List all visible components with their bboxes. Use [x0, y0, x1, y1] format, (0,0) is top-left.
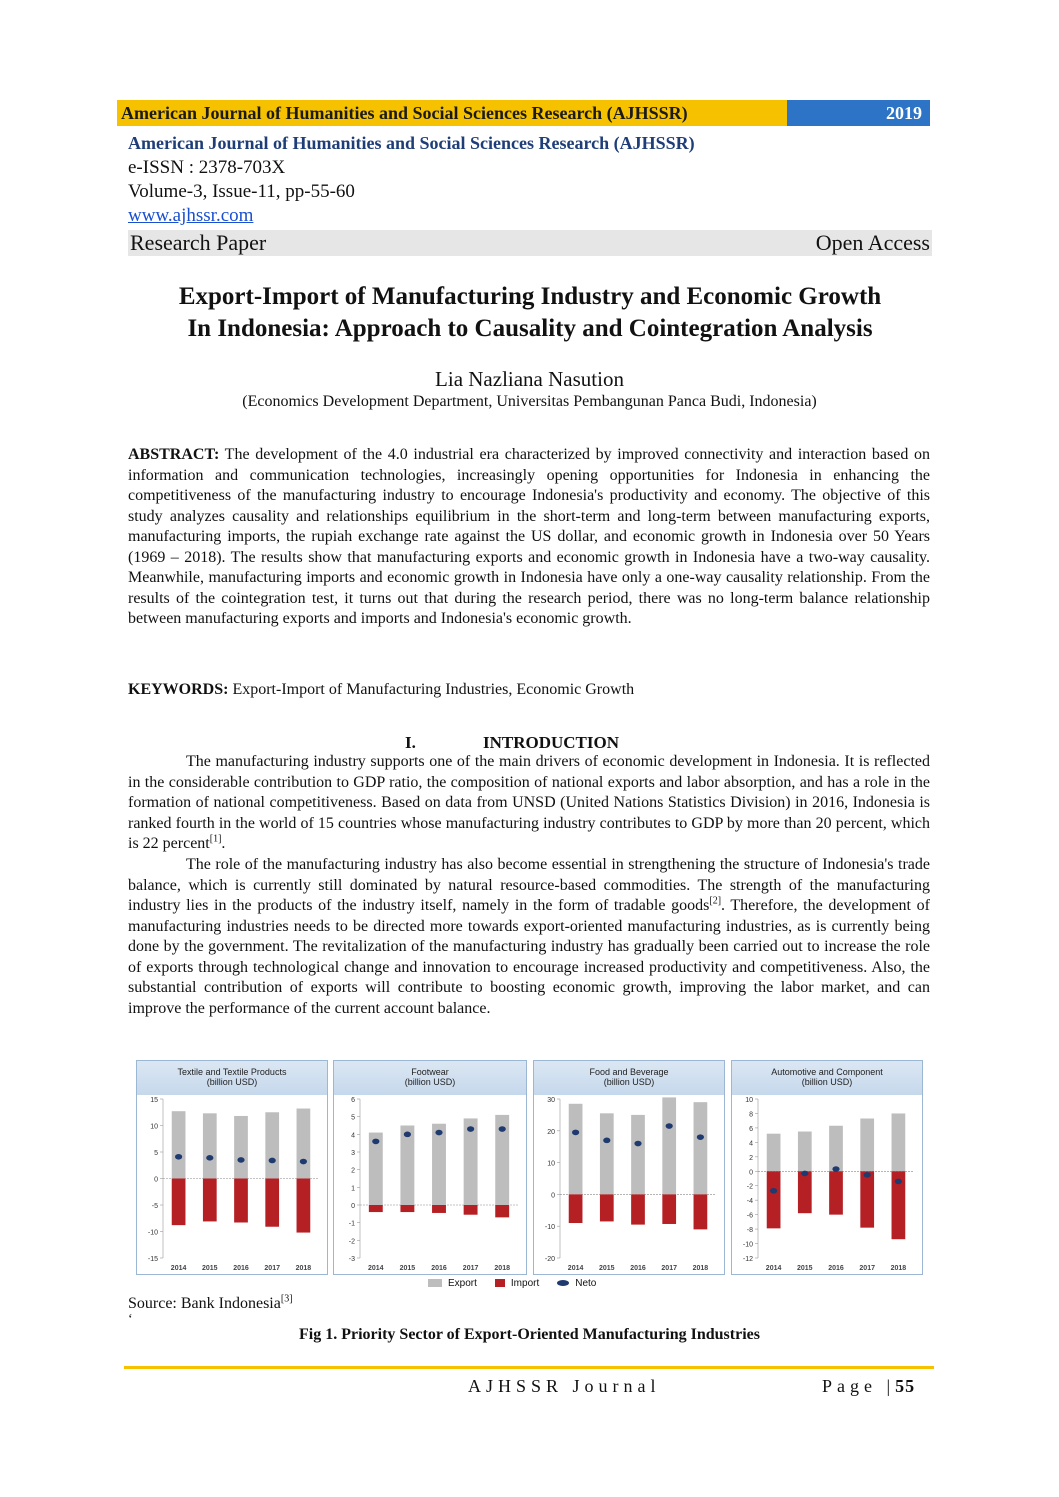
- abstract: [128, 445, 930, 630]
- export-bar: [297, 1109, 311, 1179]
- y-tick-label: -12: [742, 1256, 753, 1263]
- x-tick-label: 2017: [859, 1265, 875, 1272]
- import-bar: [464, 1205, 478, 1215]
- chart-panel-footwear: [333, 1060, 527, 1275]
- intro-paragraph-1: [128, 752, 930, 855]
- title-line-1: Export-Import of Manufacturing Industry and Economic Growth: [178, 283, 882, 310]
- neto-point: [864, 1172, 871, 1178]
- footer-journal: AJHSSR Journal: [468, 1376, 661, 1396]
- y-tick-label: -10: [742, 1241, 753, 1249]
- legend-label-neto: Neto: [575, 1278, 597, 1289]
- title-line-2: In Indonesia: Approach to Causality and Cointegration Analysis: [187, 315, 873, 342]
- import-bar: [662, 1194, 676, 1224]
- section-heading: INTRODUCTION: [483, 733, 620, 752]
- import-bar: [400, 1205, 414, 1212]
- export-bar: [767, 1134, 781, 1172]
- chart-textile-plot: [137, 1095, 327, 1274]
- neto-point: [666, 1123, 673, 1129]
- journal-url-link[interactable]: www.ajhssr.com: [128, 205, 254, 226]
- banner-journal-name: American Journal of Humanities and Social Sciences Research (AJHSSR): [117, 100, 787, 126]
- neto-point: [697, 1134, 704, 1140]
- export-bar: [631, 1115, 645, 1195]
- chart-title: Food and Beverage: [589, 1067, 669, 1077]
- import-bar: [203, 1179, 217, 1222]
- page-label: Page |: [822, 1376, 896, 1396]
- neto-point: [572, 1130, 579, 1136]
- import-bar: [172, 1179, 186, 1226]
- chart-header: [732, 1061, 922, 1095]
- export-bar: [829, 1126, 843, 1172]
- export-bar: [569, 1104, 583, 1195]
- chart-panel-textile: [136, 1060, 328, 1275]
- export-bar: [432, 1124, 446, 1205]
- neto-point: [770, 1188, 777, 1194]
- y-tick-label: -3: [348, 1256, 355, 1263]
- import-bar: [798, 1171, 812, 1213]
- y-tick-label: 2: [749, 1154, 753, 1162]
- x-tick-label: 2015: [797, 1265, 813, 1272]
- x-tick-label: 2016: [233, 1265, 249, 1272]
- export-bar: [265, 1112, 279, 1178]
- export-bar: [662, 1097, 676, 1194]
- y-tick-label: -20: [544, 1256, 555, 1263]
- citation-ref-1[interactable]: [1]: [209, 833, 222, 845]
- journal-banner: [117, 100, 930, 126]
- intro-p2-text-a: The role of the manufacturing industry has also become essential in strengthening the structure of Indonesia's trade balance, which is currently still dominated by natural resource-based commodities. The strength of the manufacturing industry lies in the products of the industry itself, namely in the form of tradable goods: [128, 856, 930, 914]
- y-tick-label: 0: [551, 1192, 555, 1200]
- x-tick-label: 2017: [264, 1265, 280, 1272]
- neto-point: [269, 1158, 276, 1164]
- chart-title: Footwear: [411, 1067, 449, 1077]
- neto-point: [237, 1157, 244, 1163]
- chart-header: [137, 1061, 327, 1095]
- y-tick-label: -15: [147, 1256, 158, 1263]
- x-tick-label: 2015: [202, 1265, 218, 1272]
- legend-label-import: Import: [510, 1278, 540, 1289]
- chart-header: [534, 1061, 724, 1095]
- y-tick-label: 5: [351, 1114, 355, 1122]
- y-tick-label: -10: [147, 1229, 158, 1237]
- y-tick-label: 1: [351, 1185, 355, 1193]
- import-bar: [860, 1171, 874, 1227]
- y-tick-label: 15: [150, 1097, 158, 1104]
- chart-title: Automotive and Component: [771, 1067, 883, 1077]
- keywords: [128, 680, 930, 701]
- export-bar: [600, 1113, 614, 1194]
- y-tick-label: 0: [154, 1176, 158, 1184]
- x-tick-label: 2018: [692, 1265, 709, 1272]
- banner-year: 2019: [787, 100, 930, 126]
- issn: e-ISSN : 2378-703X: [128, 157, 286, 178]
- y-tick-label: -2: [348, 1238, 355, 1246]
- journal-title: American Journal of Humanities and Social Sciences Research (AJHSSR): [128, 133, 695, 153]
- import-bar: [767, 1171, 781, 1228]
- source-label: Source: Bank Indonesia: [128, 1295, 281, 1312]
- keywords-label: KEYWORDS:: [128, 681, 229, 698]
- x-tick-label: 2016: [828, 1265, 844, 1272]
- paper-type-bar: [128, 230, 932, 256]
- neto-point: [801, 1171, 808, 1177]
- intro-p2-text-b: . Therefore, the development of manufacturing industries needs to be directed more towards export-oriented manufacturing industries, as is currently being done by the government. The revitalization of the manufacturing industry has gradually been carried out to increase the role of exports through technological change and innovation to encourage increased productivity and competitiveness. Also, the substantial contribution of exports will contribute to boosting economic growth, improving the labor market, and can improve the performance of the current account balance.: [128, 897, 930, 1017]
- chart-subtitle: (billion USD): [801, 1077, 853, 1087]
- y-tick-label: 6: [351, 1097, 355, 1104]
- export-bar: [203, 1113, 217, 1178]
- y-tick-label: 2: [351, 1167, 355, 1175]
- y-tick-label: 0: [749, 1169, 753, 1177]
- import-bar: [569, 1194, 583, 1223]
- y-tick-label: 4: [351, 1132, 355, 1140]
- neto-point: [300, 1159, 307, 1165]
- import-bar: [369, 1205, 383, 1212]
- intro-p1-text: The manufacturing industry supports one of the main drivers of economic development in Indonesia. It is reflected in the considerable contribution to GDP ratio, the composition of national exports and labor absorption, and has a role in the formation of national competitiveness. Based on data from UNSD (United Nations Statistics Division) in 2016, Indonesia is ranked fourth in the world of 15 countries whose manufacturing industry contributes to GDP by more than 20 percent, which is 22 percent: [128, 753, 930, 852]
- page-number: 55: [895, 1376, 916, 1396]
- y-tick-label: -2: [746, 1183, 753, 1191]
- abstract-text: The development of the 4.0 industrial era characterized by improved connectivity and interaction based on information and communication technologies, increasingly opening opportunities for Indonesia in enhancing the competitiveness of the manufacturing industry to encourage Indonesia's productivity and economy. The objective of this study analyzes causality and relationships equilibrium in the short-term and long-term between manufacturing exports, manufacturing imports, the rupiah exchange rate against the US dollar, and economic growth in Indonesia over 50 Years (1969 – 2018). The results show that manufacturing exports and economic growth in Indonesia have a two-way causality. Meanwhile, manufacturing imports and economic growth in Indonesia have only a one-way causality relationship. From the results of the cointegration test, it turns out that during the research period, there was no long-term balance relationship between manufacturing exports and imports and Indonesia's economic growth.: [128, 446, 931, 627]
- open-access-label: Open Access: [815, 230, 930, 255]
- chart-food-plot: [534, 1095, 724, 1274]
- export-bar: [892, 1113, 906, 1171]
- chart-subtitle: (billion USD): [404, 1077, 456, 1087]
- neto-point: [435, 1130, 442, 1136]
- y-tick-label: 8: [749, 1111, 753, 1119]
- import-bar: [694, 1194, 708, 1229]
- y-tick-label: 5: [154, 1150, 158, 1157]
- x-tick-label: 2016: [630, 1265, 646, 1272]
- chart-footwear-plot: [334, 1095, 526, 1274]
- x-tick-label: 2016: [431, 1265, 447, 1272]
- y-tick-label: -4: [746, 1198, 753, 1206]
- abstract-label: ABSTRACT:: [128, 446, 220, 463]
- citation-ref-3[interactable]: [3]: [280, 1293, 293, 1305]
- x-tick-label: 2018: [494, 1265, 510, 1272]
- y-tick-label: 10: [150, 1123, 158, 1131]
- export-bar: [172, 1111, 186, 1178]
- neto-point: [603, 1138, 610, 1144]
- legend-item-neto: [557, 1278, 596, 1289]
- import-bar: [829, 1171, 843, 1214]
- y-tick-label: 3: [351, 1150, 355, 1157]
- keywords-text: Export-Import of Manufacturing Industries, Economic Growth: [232, 681, 635, 698]
- footer-divider: [124, 1366, 934, 1369]
- import-bar: [432, 1205, 446, 1213]
- import-bar: [495, 1205, 509, 1217]
- export-bar: [400, 1126, 414, 1206]
- y-tick-label: 20: [547, 1128, 555, 1136]
- import-bar: [600, 1194, 614, 1221]
- x-tick-label: 2017: [661, 1265, 677, 1272]
- section-number: I.: [405, 733, 416, 752]
- legend-swatch-import: [495, 1279, 505, 1287]
- chart-panel-food: [533, 1060, 725, 1275]
- export-bar: [798, 1132, 812, 1172]
- import-bar: [265, 1179, 279, 1227]
- export-bar: [234, 1116, 248, 1179]
- author-name: Lia Nazliana Nasution: [435, 367, 624, 391]
- y-tick-label: 30: [547, 1097, 555, 1104]
- legend-swatch-neto: [557, 1280, 569, 1286]
- x-tick-label: 2014: [567, 1265, 584, 1272]
- neto-point: [895, 1179, 902, 1185]
- figure-source: [128, 1295, 293, 1313]
- chart-header: [334, 1061, 526, 1095]
- intro-paragraph-2: [128, 855, 930, 1019]
- export-bar: [694, 1102, 708, 1194]
- stray-mark: ‘: [128, 1312, 133, 1327]
- author-affiliation: (Economics Development Department, Universitas Pembangunan Panca Budi, Indonesia): [242, 393, 817, 410]
- x-tick-label: 2014: [170, 1265, 187, 1272]
- y-tick-label: -1: [348, 1220, 355, 1228]
- y-tick-label: 10: [547, 1160, 555, 1168]
- legend-label-export: Export: [448, 1278, 477, 1289]
- figure-1: [128, 1060, 928, 1295]
- neto-point: [404, 1132, 411, 1138]
- x-tick-label: 2015: [399, 1265, 416, 1272]
- neto-point: [467, 1126, 474, 1132]
- export-bar: [860, 1119, 874, 1172]
- y-tick-label: -6: [746, 1212, 753, 1220]
- chart-panel-automotive: [731, 1060, 923, 1275]
- import-bar: [297, 1179, 311, 1233]
- neto-point: [175, 1154, 182, 1160]
- x-tick-label: 2018: [295, 1265, 312, 1272]
- y-tick-label: 10: [745, 1097, 753, 1104]
- y-tick-label: -8: [746, 1227, 753, 1235]
- chart-automotive-plot: [732, 1095, 922, 1274]
- y-tick-label: 6: [749, 1125, 753, 1133]
- legend-item-import: [495, 1278, 539, 1289]
- article-title: [100, 281, 960, 345]
- chart-subtitle: (billion USD): [603, 1077, 655, 1087]
- neto-point: [206, 1155, 213, 1161]
- chart-title: Textile and Textile Products: [177, 1067, 287, 1077]
- x-tick-label: 2017: [462, 1265, 479, 1272]
- chart-legend: [428, 1278, 596, 1289]
- volume-info: Volume-3, Issue-11, pp-55-60: [128, 181, 355, 202]
- import-bar: [234, 1179, 248, 1223]
- neto-point: [499, 1126, 506, 1132]
- footer-page: [822, 1376, 915, 1397]
- citation-ref-2[interactable]: [2]: [709, 895, 722, 907]
- y-tick-label: 4: [749, 1140, 753, 1148]
- neto-point: [832, 1166, 839, 1172]
- legend-swatch-export: [428, 1279, 442, 1287]
- x-tick-label: 2014: [765, 1265, 782, 1272]
- y-tick-label: -5: [151, 1203, 158, 1210]
- neto-point: [372, 1139, 379, 1145]
- legend-item-export: [428, 1278, 477, 1289]
- x-tick-label: 2015: [599, 1265, 615, 1272]
- chart-subtitle: (billion USD): [206, 1077, 258, 1087]
- figure-caption: Fig 1. Priority Sector of Export-Oriented Manufacturing Industries: [299, 1326, 760, 1343]
- paper-type: Research Paper: [130, 230, 267, 255]
- x-tick-label: 2018: [890, 1265, 907, 1272]
- x-tick-label: 2014: [368, 1265, 384, 1272]
- y-tick-label: 0: [351, 1203, 355, 1210]
- y-tick-label: -10: [544, 1224, 555, 1232]
- import-bar: [631, 1194, 645, 1224]
- intro-p1-end: .: [221, 835, 226, 852]
- neto-point: [634, 1141, 641, 1147]
